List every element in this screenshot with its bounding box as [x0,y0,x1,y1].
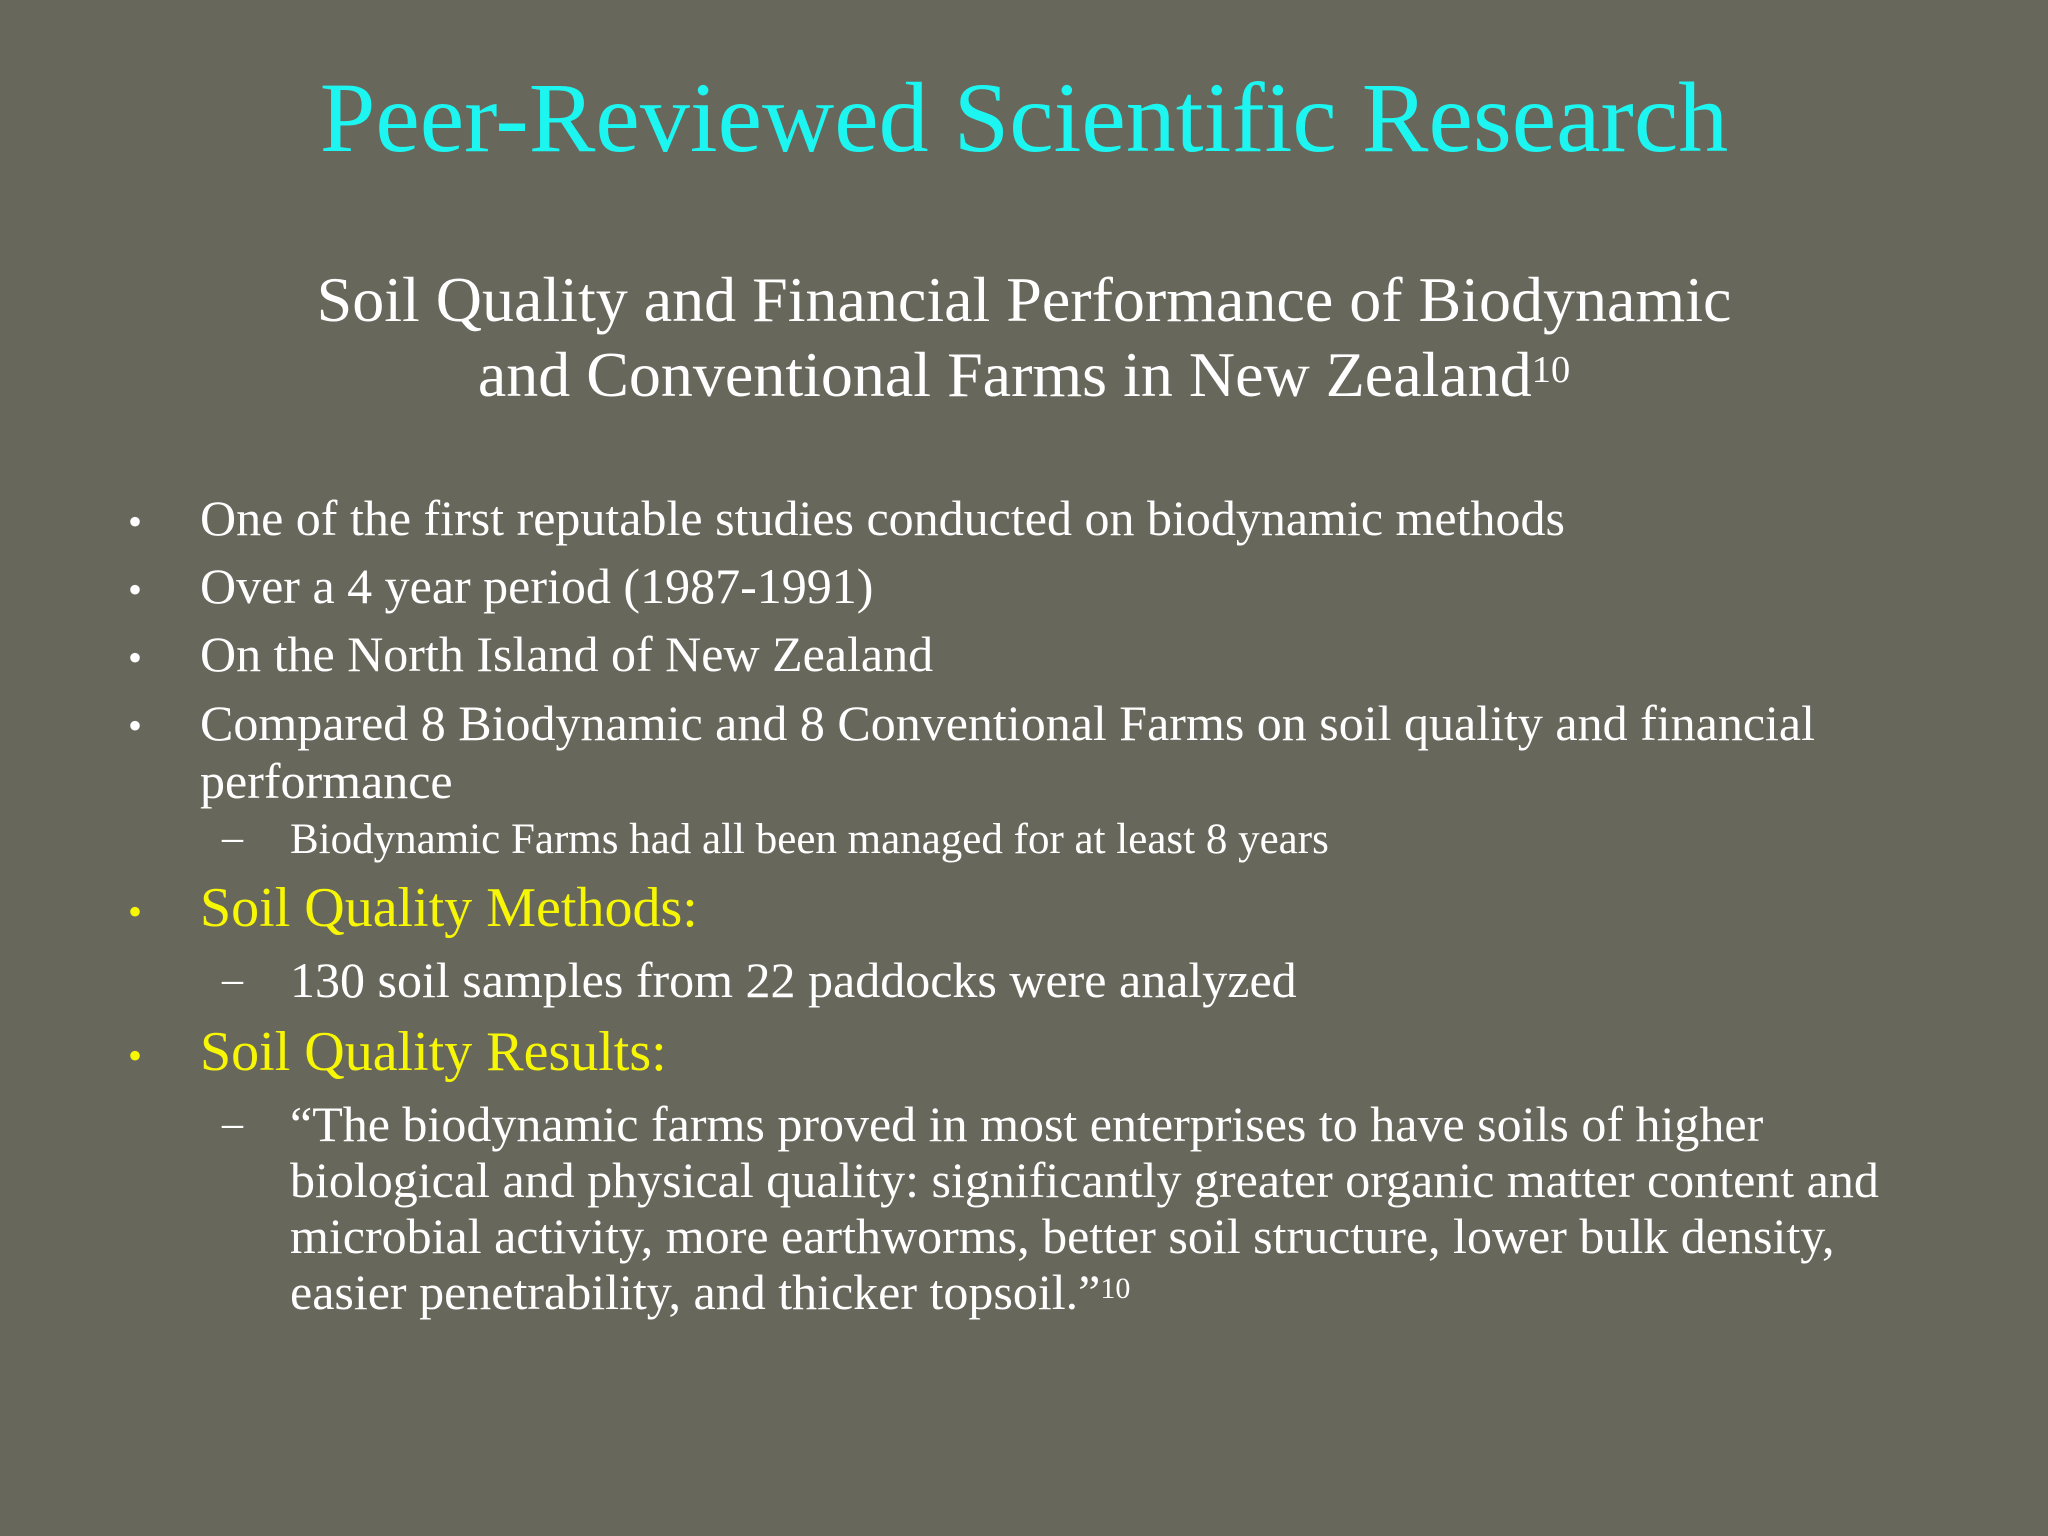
sub-bullet-text: Biodynamic Farms had all been managed for at least 8 years [290,816,1329,863]
study-title-reference: 10 [1531,349,1571,392]
bullet-text: Compared 8 Biodynamic and 8 Conventional Farms on soil quality and financial performance [200,695,1815,809]
bullet-text: Soil Quality Results: [200,1021,667,1083]
bullet-marker: • [128,703,143,748]
bullet-text: One of the first reputable studies conducted on biodynamic methods [200,490,1565,546]
bullet-marker: • [128,889,143,934]
bullet-marker: • [128,1033,143,1078]
quote-text [290,1096,1890,1320]
bullet-marker: • [128,567,143,612]
bullet-marker: • [128,635,143,680]
quote-body: “The biodynamic farms proved in most enterprises to have soils of higher biological and physical quality: significantly greater organic matter content and microbial activity, more earthworms, better soil structure, lower bulk density, easier penetrability, and thicker topsoil.” [290,1096,1879,1320]
bullet-text: Over a 4 year period (1987-1991) [200,558,874,614]
bullet-marker: • [128,499,143,544]
sub-bullet-text: 130 soil samples from 22 paddocks were analyzed [290,952,1297,1008]
sub-bullet-marker: – [222,815,243,861]
quote-reference: 10 [1100,1272,1131,1305]
bullet-text: On the North Island of New Zealand [200,626,934,682]
bullet-text: Soil Quality Methods: [200,877,698,939]
study-title-line1: Soil Quality and Financial Performance of Biodynamic [316,264,1732,335]
study-title-line2: and Conventional Farms in New Zealand [477,339,1532,410]
sub-bullet-marker: – [222,957,243,1003]
slide-title: Peer-Reviewed Scientific Research [319,62,1729,173]
sub-bullet-marker: – [222,1101,243,1147]
study-title [120,262,1928,412]
